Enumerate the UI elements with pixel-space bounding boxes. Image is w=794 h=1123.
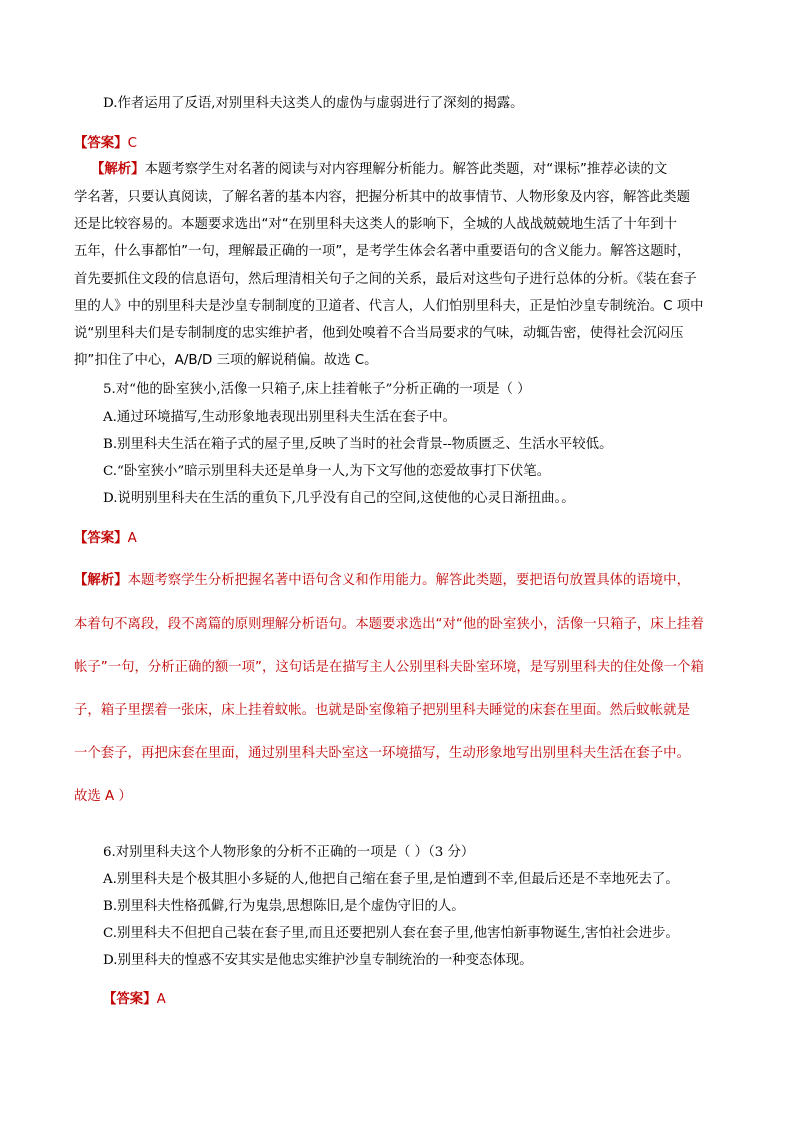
analysis-q4-line-7: 说“别里科夫们是专制制度的忠实维护者，他到处嗅着不合当局要求的气味，动辄告密，使得社会沉闷压 [74, 326, 684, 341]
answer-label: 【答案】 [74, 531, 128, 546]
analysis-q4-line-5: 首先要抓住文段的信息语句，然后理清相关句子之间的关系，最后对这些句子进行总体的分析。《装在套子 [74, 272, 697, 287]
answer-value: C [127, 136, 137, 151]
analysis-text: 本题考察学生分析把握名著中语句含义和作用能力。解答此类题，要把语句放置具体的语境中， [127, 573, 690, 588]
answer-label: 【答案】 [103, 992, 157, 1007]
analysis-q5-line-4: 子，箱子里摆着一张床，床上挂着蚊帐。也就是卧室像箱子把别里科夫睡觉的床套在里面。然后蚊帐就是 [74, 703, 690, 718]
question-6-stem: 6.对别里科夫这个人物形象的分析不正确的一项是（ ）（3 分） [103, 845, 475, 860]
analysis-q5-line-6: 故选 A ） [74, 789, 132, 804]
analysis-q4-line-1 [91, 160, 667, 180]
answer-value: A [156, 992, 166, 1007]
answer-label: 【答案】 [74, 136, 128, 151]
analysis-q5-line-2: 本着句不离段，段不离篇的原则理解分析语句。本题要求选出“对“他的卧室狭小，活像一只箱子，床上挂着 [74, 617, 704, 632]
question-5-option-a: A.通过环境描写,生动形象地表现出别里科夫生活在套子中。 [103, 410, 456, 425]
question-5-option-c: C.“卧室狭小”暗示别里科夫还是单身一人,为下文写他的恋爱故事打下伏笔。 [103, 464, 551, 479]
analysis-label: 【解析】 [91, 162, 145, 177]
analysis-q5-line-3: 帐子”一句，分析正确的额一项”，这句话是在描写主人公别里科夫卧室环境，是写别里科夫的住处像一个箱 [74, 660, 704, 675]
analysis-q5-line-1 [74, 571, 690, 591]
analysis-label: 【解析】 [74, 573, 128, 588]
answer-q4 [74, 134, 137, 154]
question-6-option-d: D.别里科夫的惶惑不安其实是他忠实维护沙皇专制统治的一种变态体现。 [103, 953, 533, 968]
analysis-text: 本题考察学生对名著的阅读与对内容理解分析能力。解答此类题，对“课标”推荐必读的文 [144, 162, 668, 177]
q4-option-d: D.作者运用了反语,对别里科夫这类人的虚伪与虚弱进行了深刻的揭露。 [103, 96, 524, 111]
question-6-option-b: B.别里科夫性格孤僻,行为鬼祟,思想陈旧,是个虚伪守旧的人。 [103, 899, 465, 914]
analysis-q5-line-5: 一个套子，再把床套在里面，通过别里科夫卧室这一环境描写，生动形象地写出别里科夫生活在套子中。 [74, 746, 690, 761]
analysis-q4-line-6: 里的人》中的别里科夫是沙皇专制制度的卫道者、代言人，人们怕别里科夫，正是怕沙皇专制统治。C 项中 [74, 299, 704, 314]
question-5-option-b: B.别里科夫生活在箱子式的屋子里,反映了当时的社会背景--物质匮乏、生活水平较低。 [103, 437, 613, 452]
question-5-option-d: D.说明别里科夫在生活的重负下,几乎没有自己的空间,这使他的心灵日渐扭曲。。 [103, 491, 575, 506]
answer-value: A [127, 531, 137, 546]
question-5-stem: 5.对“他的卧室狭小,活像一只箱子,床上挂着帐子”分析正确的一项是（ ） [103, 382, 531, 397]
question-6-option-c: C.别里科夫不但把自己装在套子里,而且还要把别人套在套子里,他害怕新事物诞生,害怕社会进步。 [103, 926, 679, 941]
analysis-q4-line-3: 还是比较容易的。本题要求选出“对“在别里科夫这类人的影响下，全城的人战战兢兢地生活了十年到十 [74, 217, 678, 232]
analysis-q4-line-4: 五年，什么事都怕”一句，理解最正确的一项”，是考学生体会名著中重要语句的含义能力。解答这题时， [74, 244, 691, 259]
analysis-q4-line-8: 抑”扣住了中心，A/B/D 三项的解说稍偏。故选 C。 [74, 353, 378, 368]
answer-q5 [74, 529, 137, 549]
analysis-q4-line-2: 学名著，只要认真阅读，了解名著的基本内容，把握分析其中的故事情节、人物形象及内容，解答此类题 [74, 190, 690, 205]
question-6-option-a: A.别里科夫是个极其胆小多疑的人,他把自己缩在套子里,是怕遭到不幸,但最后还是不幸地死去了。 [103, 872, 679, 887]
answer-q6 [103, 990, 166, 1010]
